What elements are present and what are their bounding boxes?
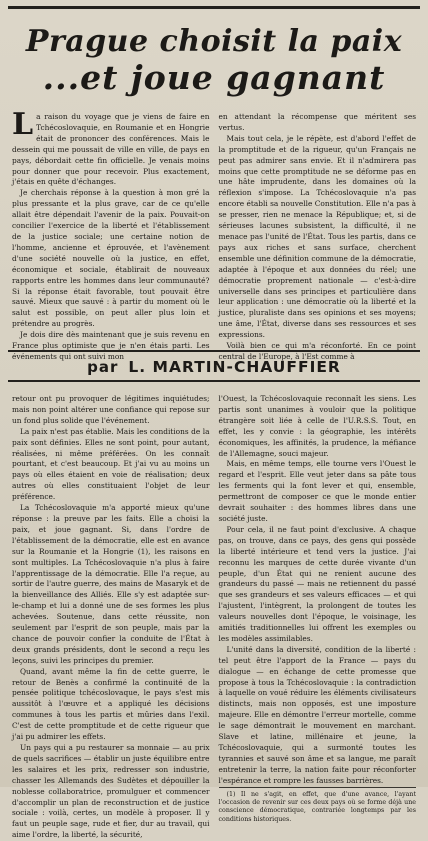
paragraph: Je dois dire dès maintenant que je suis revenu en France plus optimiste que je n'en étais parti. Les événements qui ont suivi mon (12, 330, 210, 361)
footnote: (1) Il ne s'agit, en effet, que d'une avance, l'ayant l'occasion de revenir sur ces deux pays où se forme déjà une conscience démocratique, contrariée longtemps par les conditions historiques. (219, 787, 417, 825)
headline-line-2: ...et joue gagnant (42, 58, 386, 97)
paragraph: retour ont pu provoquer de légitimes inquiétudes; mais non point altérer une confiance qui repose sur un fond plus solide que l'événement. (12, 394, 210, 425)
paragraph: a raison du voyage que je viens de faire en Tchécoslovaquie, en Roumanie et en Hongrie était de prononcer des conférences. Mais le dessein qui me poussait de ville en ville, de pays en pays, débordait cette fin officielle. Je venais moins pour donner que pour recevoir. Plus exactement, j'étais en quête d'échanges. (12, 112, 210, 187)
paragraph: Quand, avant même la fin de cette guerre, le retour de Benès a confirmé la continuité de la pensée politique tchécoslovaque, le pays s'est mis aussitôt à l'œuvre et a appliqué les décisions communes à tous les partis et mûries dans l'exil. C'est de cette promptitude et de cette rigueur que j'ai pu admirer les effets. (12, 666, 210, 742)
byline-par: par (87, 358, 119, 376)
article-bottom-columns (6, 394, 422, 840)
paragraph: La paix n'est pas établie. Mais les conditions de la paix sont définies. Elles ne sont point, pour autant, réalisées, ni même préférées. On les connaît pourtant, et c'est beaucoup. Et j'ai vu au moins un pays où elles étaient en voie de réalisation; deux autres où elles constituaient l'objet de leur préférence. (12, 426, 210, 502)
paragraph: Je cherchais réponse à la question à mon gré la plus pressante et la plus grave, car de ce qu'elle allait être dépendait l'avenir de la paix. Pouvait-on concilier l'exercice de la liberté et l'établissement de la justice sociale; une certaine notion de l'homme, ancienne et éprouvée, et l'avènement d'une société nouvelle où la justice, en effet, économique et sociale, établirait de nouveaux rapports entre les hommes dans leur communauté? Si la réponse était favorable, tout pouvait être sauvé. Mieux que sauvé : à partir du moment où le salut est possible, on peut aller plus loin et prétendre au progrès. (12, 188, 210, 329)
paragraph: l'Ouest, la Tchécoslovaquie reconnaît les siens. Les partis sont unanimes à vouloir que la politique étrangère soit liée à celle de l'U.R.S.S. Tout, en effet, les y convie : la géographie, les intérêts économiques, les affinités, la prudence, la méfiance de l'Allemagne, souci majeur. (218, 394, 416, 458)
paragraph: L'unité dans la diversité, condition de la liberté : tel peut être l'apport de la France — pays du dialogue — en échange de cette promesse que propose à tous la Tchécoslovaquie : la contradiction à laquelle on voué réduire les éléments civilisateurs distincts, mais non opposés, est une imposture majeure. Elle en démontre l'erreur mortelle, comme le sage démontrait le mouvement en marchant. Slave et latine, millénaire et jeune, la Tchécoslovaquie, qui a surmonté toutes les tyrannies et sauvé son âme et sa langue, me paraît entretenir la terre, la nation faite pour réconforter l'espérance et rompre les fausses barrières. (218, 644, 416, 785)
paragraph: Un pays qui a pu restaurer sa monnaie — au prix de quels sacrifices — établir un juste équilibre entre les salaires et les prix, redresser son industrie, chasser les Allemands des Sudètes et dépouiller la noblesse collaboratrice, promulguer et commencer d'accomplir un plan de reconstruction et de justice sociale : voilà, certes, un modèle à proposer. Il y faut un peuple sage, rude et fier, dur au travail, qui aime l'ordre, la liberté, la sécurité, (12, 743, 210, 840)
article-top-column-left (12, 107, 210, 361)
paragraph: Mais tout cela, je le répète, est d'abord l'effet de la promptitude et de la rigueur, qu'un Français ne peut pas admirer sans envie. Et il n'admirera pas moins que cette promptitude ne se déforme pas en une hâte imprudente, dans les domaines où la réflexion s'impose. La Tchécoslovaquie n'a pas encore établi sa nouvelle Constitution. Elle n'a pas à se presser, rien ne menace la République; et, si de sérieuses lacunes subsistent, la difficulté, il ne menace pas l'unité de l'État. Tous les partis, dans ce pays aux riches et sans surface, cherchent ensemble une définition commune de la démocratie, adaptée à l'époque et aux données du réel; une démocratie proprement nationale — c'est-à-dire universelle dans ses principes et particulière dans leur application : une démocratie où la liberté et la justice, pluraliste dans ses opinions et ses moyens; une âme, l'État, diverse dans ses ressources et ses expressions. (218, 133, 416, 340)
drop-cap: L (12, 107, 34, 142)
paragraph: Pour cela, il ne faut point d'exclusive. A chaque pas, on trouve, dans ce pays, des gens qui possède la liberté intérieure et tend vers la justice. J'ai reconnu les marques de cette durée vivante d'un peuple, d'un État qui ne renient aucune des grandeurs du passé — mais ne retiennent du passé que ses grandeurs et ses valeurs efficaces — et qui l'ajustent, l'intègrent, la prolongent de toutes les valeurs nouvelles dont l'époque, le voisinage, les amitiés traditionnelles lui offrent les exemples ou les modèles assimilables. (218, 524, 416, 643)
paragraph: Voilà bien ce qui m'a réconforté. En ce point central de l'Europe, à l'Est comme à (218, 341, 416, 361)
byline-author: L. MARTIN-CHAUFFIER (128, 358, 341, 376)
article-top-column-right (218, 112, 417, 361)
article-bottom-column-left (12, 394, 210, 840)
article-top-columns (6, 107, 422, 361)
top-rule (8, 6, 420, 9)
headline-line-1: Prague choisit la paix (25, 24, 403, 59)
paragraph: La Tchécoslovaquie m'a apporté mieux qu'une réponse : la preuve par les faits. Elle a choisi la paix, et joue gagnant. Si, dans l'ordre de l'établissement de la démocratie, elle est en avance sur la Roumanie et la Hongrie (1), les raisons en sont multiples. La Tchécoslovaquie n'a plus à faire l'apprentissage de la démocratie. Elle l'a reçue, au sortir de l'autre guerre, des mains de Masaryk et de la bienveillance des Alliés. Elle s'y est adaptée sur-le-champ et lui a donné une de ses formes les plus achevées. Soutenue, dans cette réussite, non seulement par l'esprit de son peuple, mais par la chance de pouvoir confier la conduite de l'État à deux grands présidents, dont le second a reçu les leçons, suivi les principes du premier. (12, 503, 210, 665)
paragraph: en attendant la récompense que méritent ses vertus. (218, 112, 416, 132)
article-bottom-column-right (219, 394, 417, 822)
paragraph: Mais, en même temps, elle tourne vers l'Ouest le regard et l'esprit. Elle veut jeter dans sa pâte tous les ferments qui la font lever et qui, ensemble, permettront de composer ce que le monde entier devrait souhaiter : des hommes libres dans une société juste. (218, 459, 416, 523)
